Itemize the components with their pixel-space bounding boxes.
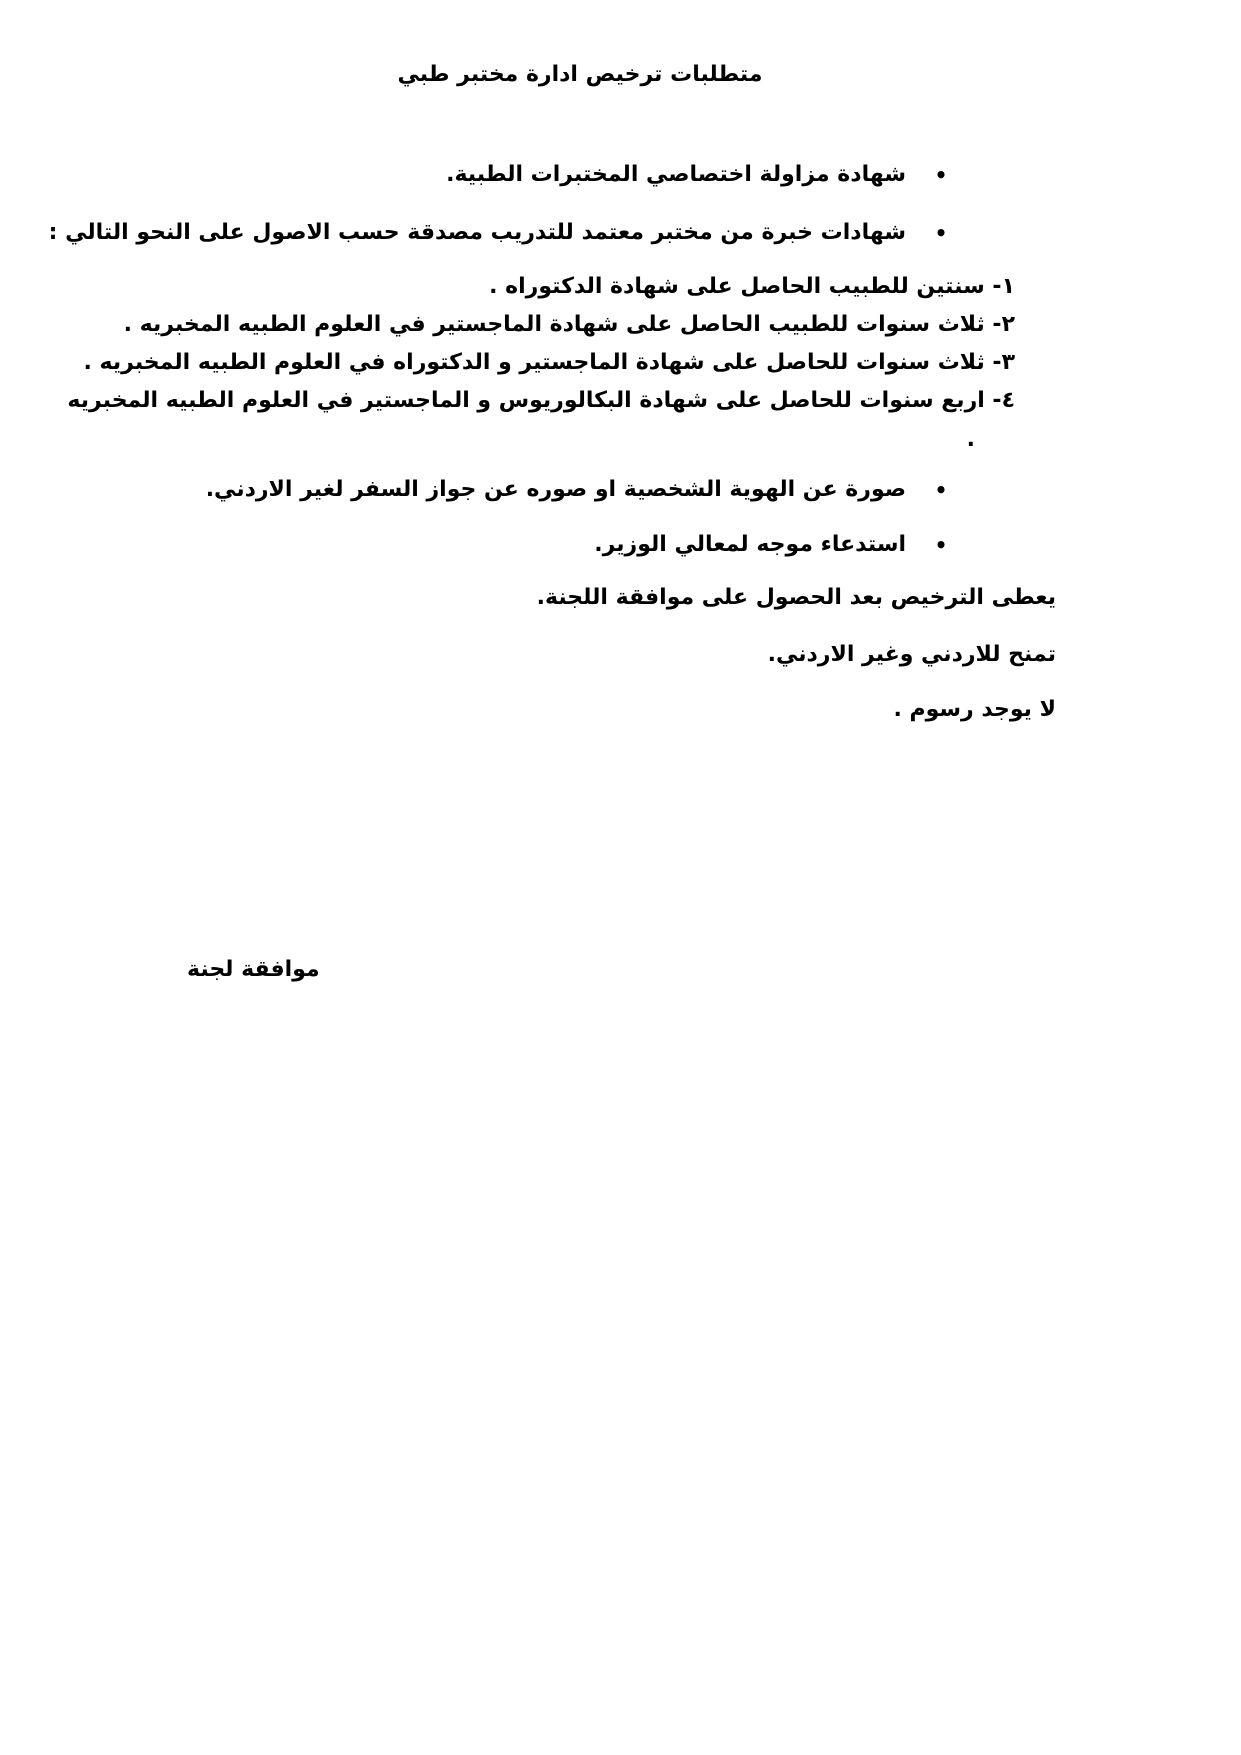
note-license-granted: يعطى الترخيص بعد الحصول على موافقة اللجنة. [536,585,1056,610]
bullet-item-id-copy [205,475,948,505]
note-eligibility: تمنح للاردني وغير الاردني. [767,642,1056,667]
numbered-item-1: ١- سنتين للطبيب الحاصل على شهادة الدكتوراه . [489,274,1015,299]
document-title: متطلبات ترخيص ادارة مختبر طبي [397,62,763,87]
numbered-item-2: ٢- ثلاث سنوات للطبيب الحاصل على شهادة الماجستير في العلوم الطبيه المخبريه . [123,312,1015,337]
bullet-dot-icon: • [934,533,948,557]
bullet-text: صورة عن الهوية الشخصية او صوره عن جواز السفر لغير الاردني. [205,477,906,502]
bullet-dot-icon: • [934,478,948,502]
bullet-dot-icon: • [934,163,948,187]
bullet-dot-icon: • [934,221,948,245]
bullet-item-certificate [446,160,948,190]
bullet-item-experience [48,218,948,248]
numbered-item-3: ٣- ثلاث سنوات للحاصل على شهادة الماجستير و الدكتوراه في العلوم الطبيه المخبريه . [83,350,1015,375]
committee-approval-label: موافقة لجنة [187,957,320,982]
bullet-text: استدعاء موجه لمعالي الوزير. [594,532,906,557]
bullet-text: شهادات خبرة من مختبر معتمد للتدريب مصدقة حسب الاصول على النحو التالي : [48,220,906,245]
bullet-item-request [594,530,948,560]
numbered-trailing-dot: . [966,427,975,452]
numbered-item-4: ٤- اربع سنوات للحاصل على شهادة البكالوريوس و الماجستير في العلوم الطبيه المخبريه [67,388,1015,413]
bullet-text: شهادة مزاولة اختصاصي المختبرات الطبية. [446,162,906,187]
note-fees: لا يوجد رسوم . [893,697,1056,722]
